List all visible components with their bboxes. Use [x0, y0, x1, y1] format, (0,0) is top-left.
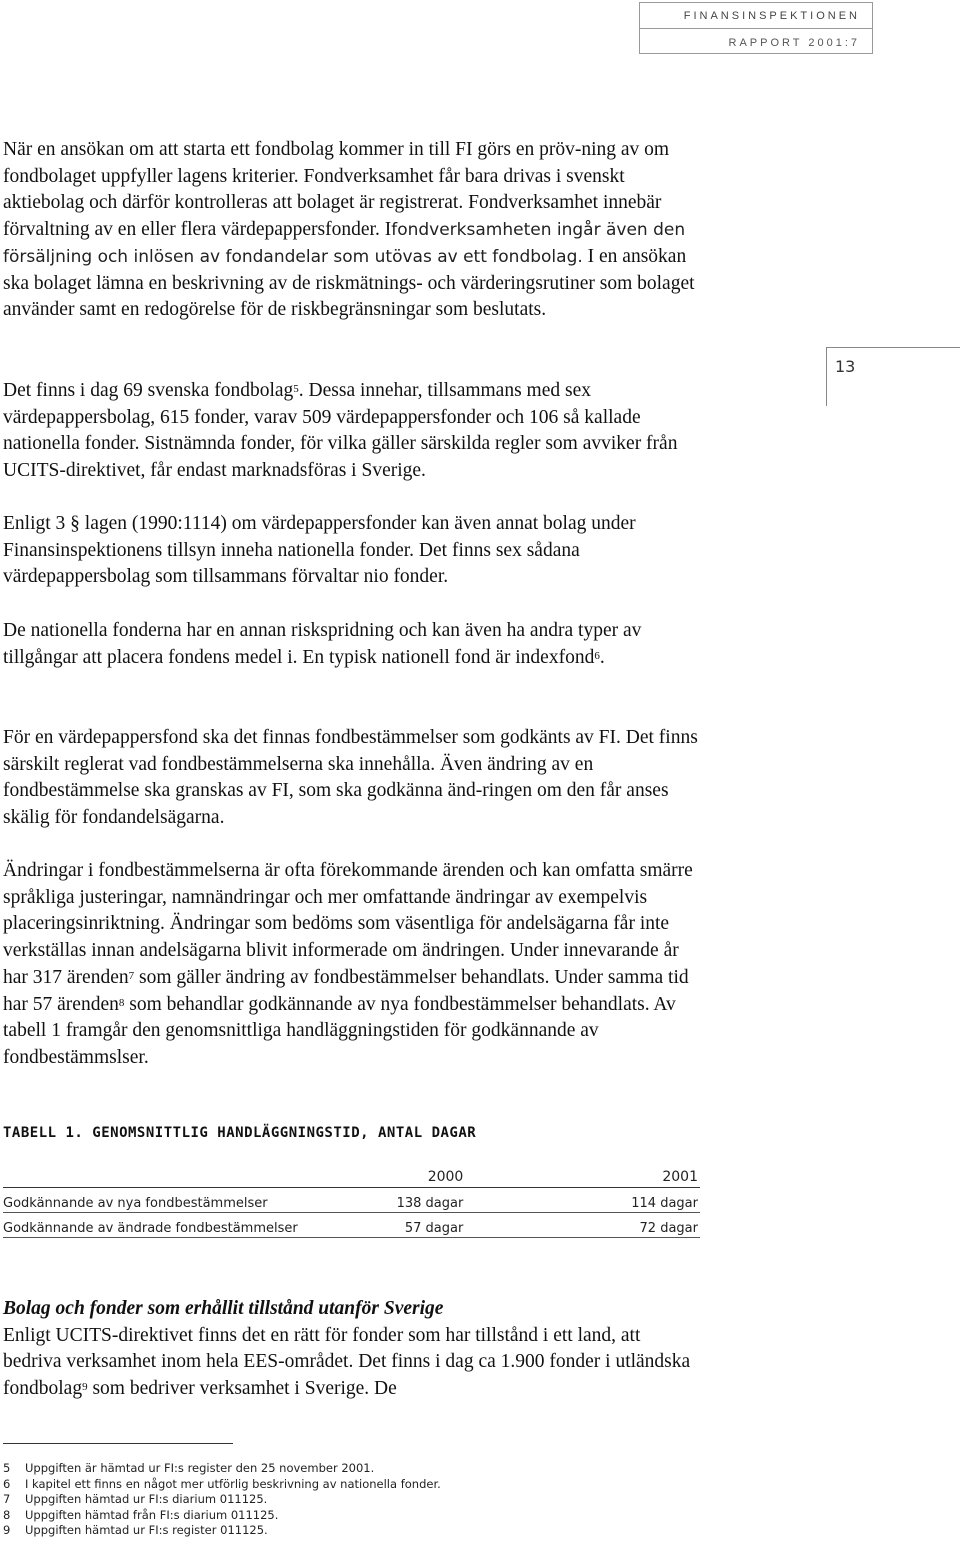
table-header-2001: 2001: [465, 1157, 700, 1188]
footnote-divider: [3, 1443, 233, 1444]
paragraph-6-text-b: som gäller ändring av fondbestämmelser behandlats. Under samma tid har 57 ärenden: [3, 966, 689, 1015]
paragraph-4-text-a: De nationella fonderna har en annan riskspridning och kan även ha andra typer av tillgångar att placera fondens medel i. En typisk nationell fond är indexfond: [3, 620, 642, 668]
footnote-text: Uppgiften hämtad ur FI:s diarium 011125.: [25, 1492, 268, 1506]
footnote-ref-9: 9: [82, 1381, 88, 1394]
table-cell-value: 57 dagar: [362, 1213, 465, 1238]
paragraph-6-text-c: som behandlar godkännande av nya fondbestämmelser behandlats. Av tabell 1 framgår den genomsnittliga handläggningstiden för godkännande av fondbestämmslser.: [3, 993, 676, 1068]
paragraph-2: [3, 378, 703, 485]
footnote-number: 5: [3, 1461, 11, 1475]
table-header-row: [3, 1157, 700, 1188]
footnotes: [3, 1461, 441, 1539]
table-cell-value: 138 dagar: [362, 1188, 465, 1213]
paragraph-3: Enligt 3 § lagen (1990:1114) om värdepappersfonder kan även annat bolag under Finansinspektionens tillsyn inneha nationella fonder. Det finns sex sådana värdepappersbolag som tillsammans förvaltar nio fonder.: [3, 513, 636, 588]
processing-time-table: [3, 1157, 700, 1238]
section-text-a: Enligt UCITS-direktivet finns det en rätt för fonder som har tillstånd i ett land, att bedriva verksamhet inom hela EES-området. Det finns i dag ca 1.900 fonder i utländska fondbolag: [3, 1324, 691, 1400]
paragraph-1-end: I en ansökan ska bolaget lämna en beskrivning av de riskmätnings- och värderingsrutiner som bolaget använder samt en redogörelse för de riskbegränsningar som beslutats.: [3, 245, 695, 321]
footnote-text: I kapitel ett finns en något mer utförlig beskrivning av nationella fonder.: [25, 1476, 441, 1491]
table-cell-label: Godkännande av nya fondbestämmelser: [3, 1188, 362, 1213]
section-heading: Bolag och fonder som erhållit tillstånd utanför Sverige: [3, 1298, 444, 1319]
footnote: [3, 1492, 441, 1508]
paragraph-4: [3, 618, 703, 671]
table-cell-value: 72 dagar: [465, 1213, 700, 1238]
footnote: [3, 1508, 441, 1524]
footnote-text: Uppgiften är hämtad ur FI:s register den 25 november 2001.: [25, 1461, 375, 1475]
footnote-text: Uppgiften hämtad från FI:s diarium 011125.: [25, 1507, 279, 1522]
report-id: RAPPORT 2001:7: [728, 37, 860, 49]
paragraph-5: För en värdepappersfond ska det finnas fondbestämmelser som godkänts av FI. Det finns särskilt reglerat vad fondbestämmelserna ska innehålla. Även ändring av en fondbestämmelse ska granskas av FI, som ska godkänna änd-ringen om den får anses skälig för fondandelsägarna.: [3, 727, 698, 829]
table-cell-value: 114 dagar: [465, 1188, 700, 1213]
paragraph-1-sans: fondverksamheten ingår även den försäljning och inlösen av fondandelar som utövas av ett fondbolag.: [3, 220, 686, 267]
footnote-ref-5: 5: [293, 383, 299, 395]
table-title: TABELL 1. GENOMSNITTLIG HANDLÄGGNINGSTID, ANTAL DAGAR: [3, 1125, 477, 1141]
table-cell-label: Godkännande av ändrade fondbestämmelser: [3, 1213, 362, 1238]
section-foreign-funds: [3, 1296, 703, 1403]
organization-name: FINANSINSPEKTIONEN: [640, 3, 872, 29]
paragraph-6: [3, 858, 703, 1072]
footnote: [3, 1477, 441, 1493]
footnote-number: 6: [3, 1476, 11, 1491]
footnote: [3, 1461, 441, 1477]
table-header-empty: [3, 1157, 362, 1188]
footnote-ref-7: 7: [128, 969, 135, 982]
paragraph-2-text-a: Det finns i dag 69 svenska fondbolag: [3, 380, 294, 401]
paragraph-6-text-a: Ändringar i fondbestämmelserna är ofta förekommande ärenden och kan omfatta smärre språkliga justeringar, namnändringar och mer omfattande ändringar av exempelvis placeringsinriktning. Ändringar som bedöms som väsentliga för andelsägarna får inte verkställas innan andelsägarna blivit informerade om ändringen. Under innevarande år har 317 ärenden: [3, 860, 693, 988]
table-header-2000: 2000: [362, 1157, 465, 1188]
footnote-number: 7: [3, 1492, 11, 1506]
footnote-ref-6: 6: [594, 649, 600, 662]
report-header: [639, 2, 873, 54]
table-row: [3, 1213, 700, 1238]
page-number: 13: [835, 357, 856, 376]
paragraph-1-serif: När en ansökan om att starta ett fondbolag kommer in till FI görs en pröv-ning av om fondbolaget uppfyller lagens kriterier. Fondverksamhet får bara drivas i svenskt aktiebolag och därför kontrolleras att bolaget är registrerat. Fondverksamhet innebär förvaltning av en eller flera värdepappersfonder. I: [3, 139, 670, 241]
paragraph-2-text-b: . Dessa innehar, tillsammans med sex värdepappersbolag, 615 fonder, varav 509 värdepappersfonder och 106 så kallade nationella fonder. Sistnämnda fonder, för vilka gäller särskilda regler som avviker från UCITS-direktivet, får endast marknadsföras i Sverige.: [3, 380, 678, 482]
page-number-box: [826, 347, 960, 406]
footnote-number: 8: [3, 1507, 11, 1522]
table-row: [3, 1188, 700, 1213]
paragraph-4-text-b: .: [599, 646, 605, 668]
footnote: [3, 1523, 441, 1539]
footnote-ref-8: 8: [118, 996, 125, 1009]
footnote-text: Uppgiften hämtad ur FI:s register 011125.: [25, 1523, 268, 1537]
section-text-b: som bedriver verksamhet i Sverige. De: [87, 1378, 397, 1400]
paragraph-1: [3, 137, 703, 324]
footnote-number: 9: [3, 1523, 11, 1537]
